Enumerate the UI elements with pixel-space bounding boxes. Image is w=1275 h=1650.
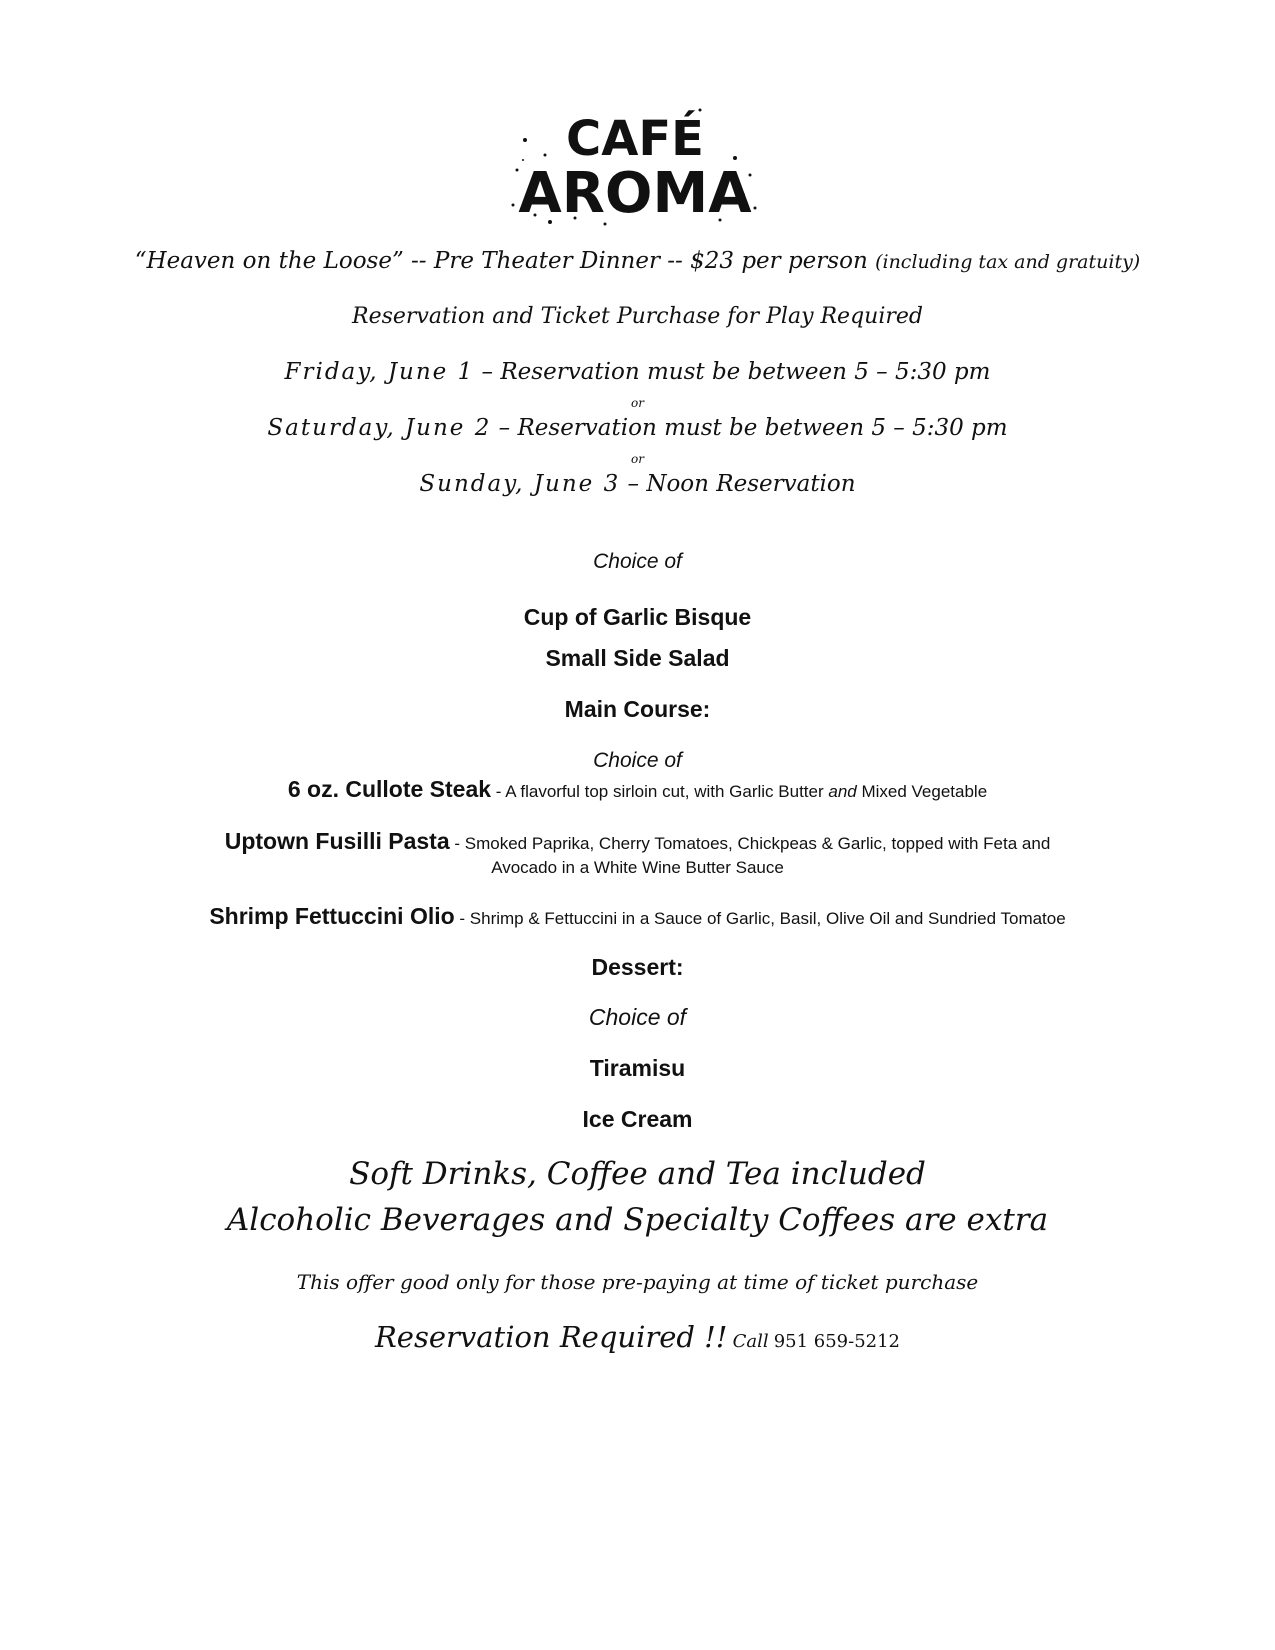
dish-description-and: and: [828, 782, 857, 801]
or-separator: or: [631, 396, 644, 410]
dish-description: Shrimp & Fettuccini in a Sauce of Garlic, Basil, Olive Oil and Sundried Tomatoe: [469, 909, 1066, 928]
date-line-1: [0, 359, 1275, 385]
dish-description: Smoked Paprika, Cherry Tomatoes, Chickpeas & Garlic, topped with Feta and: [464, 834, 1051, 853]
date-line-3: [0, 471, 1275, 497]
dish-separator: -: [491, 782, 506, 801]
date-detail: – Noon Reservation: [627, 471, 856, 497]
main-course-heading: Main Course:: [564, 696, 711, 722]
main-item-steak: [0, 776, 1275, 803]
starter-item: Cup of Garlic Bisque: [523, 604, 752, 630]
call-label: Call: [732, 1331, 769, 1352]
offer-note: This offer good only for those pre-paying at time of ticket purchase: [296, 1270, 979, 1294]
date-day: Friday, June 1: [284, 359, 475, 385]
beverages-line-1: Soft Drinks, Coffee and Tea included: [349, 1156, 926, 1192]
starter-item: Small Side Salad: [545, 645, 730, 671]
dish-description-line-2: Avocado in a White Wine Butter Sauce: [491, 858, 784, 877]
dessert-heading: Dessert:: [591, 954, 684, 980]
logo-line-1: CAFÉ: [566, 111, 704, 167]
headline-text: “Heaven on the Loose” -- Pre Theater Dinner -- $23 per person: [134, 248, 868, 274]
reservation-label: Reservation Required !!: [374, 1320, 728, 1354]
headline-note: (including tax and gratuity): [875, 251, 1141, 273]
main-item-shrimp: [0, 903, 1275, 930]
dessert-item: Tiramisu: [589, 1055, 686, 1081]
dish-name: Shrimp Fettuccini Olio: [209, 903, 455, 929]
reservation-line: [0, 1320, 1275, 1354]
cafe-aroma-logo: [505, 100, 765, 230]
dish-separator: -: [454, 909, 470, 928]
date-line-2: [0, 415, 1275, 441]
main-item-pasta: [0, 828, 1275, 855]
dish-name: Uptown Fusilli Pasta: [224, 828, 450, 854]
logo-line-2: AROMA: [518, 161, 752, 226]
phone-number: 951 659-5212: [773, 1331, 901, 1352]
dessert-choice-label: Choice of: [588, 1004, 687, 1030]
beverages-line-2: Alcoholic Beverages and Specialty Coffees are extra: [226, 1202, 1049, 1238]
dish-description: Mixed Vegetable: [856, 782, 988, 801]
requirement-line: Reservation and Ticket Purchase for Play Required: [352, 304, 923, 329]
starter-choice-label: Choice of: [593, 550, 682, 573]
main-choice-label: Choice of: [593, 749, 682, 772]
or-separator: or: [631, 452, 644, 466]
date-detail: – Reservation must be between 5 – 5:30 pm: [498, 415, 1008, 441]
date-detail: – Reservation must be between 5 – 5:30 pm: [481, 359, 991, 385]
dish-separator: -: [449, 834, 465, 853]
headline: [0, 248, 1275, 274]
dessert-item: Ice Cream: [582, 1106, 693, 1132]
date-day: Saturday, June 2: [267, 415, 492, 441]
dish-name: 6 oz. Cullote Steak: [287, 776, 492, 802]
date-day: Sunday, June 3: [419, 471, 621, 497]
dish-description: A flavorful top sirloin cut, with Garlic Butter: [505, 782, 829, 801]
